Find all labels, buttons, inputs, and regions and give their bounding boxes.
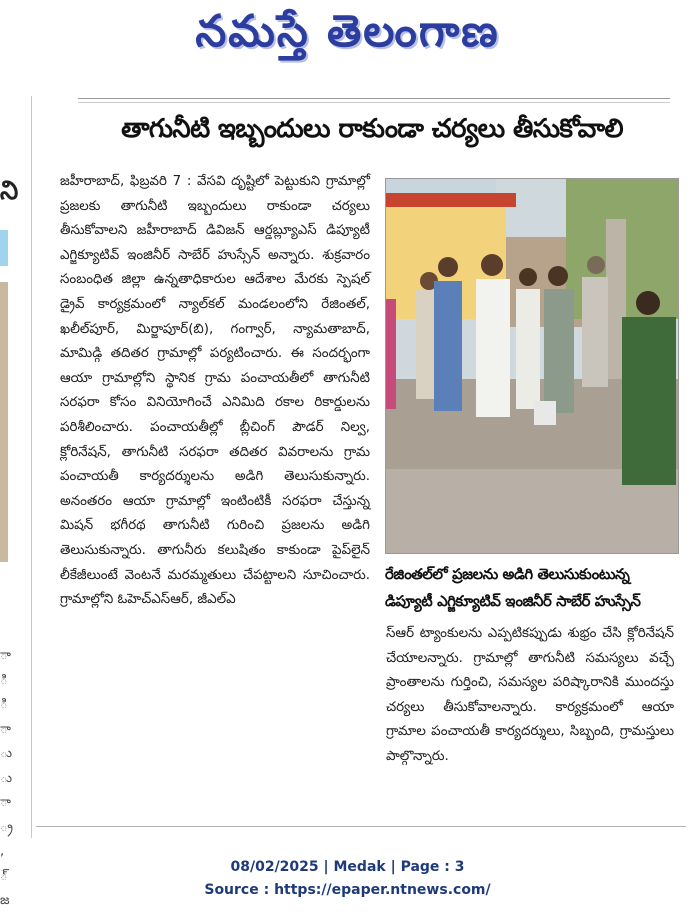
top-rule bbox=[78, 98, 670, 103]
article-headline: తాగునీటి ఇబ్బందులు రాకుండా చర్యలు తీసుకోవాలి bbox=[121, 114, 623, 144]
article-photo bbox=[385, 178, 679, 554]
article-body-left: జహీరాబాద్, ఫిబ్రవరి 7 : వేసవి దృష్టిలో పెట్టుకుని గ్రామాల్లో ప్రజలకు తాగునీటి ఇబ్బందులు రాకుండా చర్యలు తీసుకోవాలని జహీరాబాద్ డివిజన్ ఆర్డబ్ల్యూఎస్ డిప్యూటీ ఎగ్జిక్యూటివ్ ఇంజినీర్ సాబేర్ హుస్సేన్ అన్నారు. శుక్రవారం సంబంధిత జిల్లా ఉన్నతాధికారుల ఆదేశాల మేరకు స్పెషల్ డ్రైవ్ కార్యక్రమంలో న్యాల్‌కల్ మండలంలోని రేజింతల్, ఖలీల్‌పూర్, మిర్జాపూర్(బి), గంగ్వార్, న్యామతాబాద్, మామిడ్గి తదితర గ్రామాల్లో పర్యటించారు. ఈ సందర్భంగా ఆయా గ్రామాల్లోని స్థానిక గ్రామ పంచాయతీలో తాగునీటి సరఫరా కోసం వినియోగించే ఎనిమిది రకాల రికార్డులను పరిశీలించారు. పంచాయతీల్లో బ్లీచింగ్ పౌడర్ నిల్వ, క్లోరినేషన్, తాగునీటి సరఫరా తదితర వివరాలను గ్రామ పంచాయతీ కార్యదర్శులను అడిగి తెలుసుకున్నారు. అనంతరం ఆయా గ్రామాల్లో ఇంటింటికీ సరఫరా చేస్తున్న మిషన్ భగీరథ తాగునీటి గురించి ప్రజలను అడిగి తెలుసుకున్నారు. తాగునీరు కలుషితం కాకుండా పైప్‌లైన్ లీకేజీలుంటే వెంటనే మరమ్మతులు చేపట్టాలని సూచించారు. గ్రామాల్లోని ఓహెచ్‌ఎస్‌ఆర్, జీఎల్ఎ bbox=[60, 174, 370, 608]
footer-date-edition: 08/02/2025 | Medak | Page : 3 bbox=[230, 859, 465, 875]
masthead bbox=[0, 0, 695, 82]
fragment-line: ్ bbox=[0, 868, 8, 884]
article-body-right: స్ఆర్ ట్యాంకులను ఎప్పటికప్పుడు శుభ్రం చేసి క్లోరినేషన్ చేయాలన్నారు. గ్రామాల్లో తాగునీటి సమస్యలు వచ్చే ప్రాంతాలను గుర్తించి, సమస్యల పరిష్కారానికి ముందస్తు చర్యలు తీసుకోవాలన్నారు. కార్యక్రమంలో ఆయా గ్రామాల పంచాయతీ కార్యదర్శులు, సిబ్బంది, గ్రామస్తులు పాల్గొన్నారు. bbox=[386, 626, 674, 764]
photo-people-group bbox=[386, 179, 678, 553]
page-footer bbox=[0, 856, 695, 902]
fragment-heading: ని bbox=[0, 176, 19, 206]
fragment-line: ి bbox=[0, 697, 8, 712]
footer-rule bbox=[36, 826, 686, 827]
fragment-line: ు bbox=[0, 770, 13, 786]
fragment-line: ్ర bbox=[0, 819, 13, 835]
fragment-line: ి bbox=[0, 672, 8, 688]
fragment-line: , bbox=[0, 844, 5, 859]
fragment-line: ా bbox=[0, 795, 11, 810]
column-divider bbox=[31, 96, 32, 838]
fragment-line: ా bbox=[0, 648, 11, 663]
fragment-line: ా bbox=[0, 721, 11, 737]
fragment-line: జ bbox=[0, 893, 10, 908]
fragment-line: ు bbox=[0, 746, 13, 761]
photo-caption: రేజింతల్‌లో ప్రజలను అడిగి తెలుసుకుంటున్న డిప్యూటీ ఎగ్జిక్యూటివ్ ఇంజినీర్ సాబేర్ హుస్సేన్ bbox=[385, 566, 641, 610]
fragment-photo bbox=[0, 282, 8, 562]
footer-source: Source : https://epaper.ntnews.com/ bbox=[204, 882, 491, 898]
adjacent-article-fragment bbox=[0, 96, 36, 908]
newspaper-logo: నమస్తే తెలంగాణ bbox=[195, 6, 500, 57]
fragment-blue-box bbox=[0, 230, 8, 266]
